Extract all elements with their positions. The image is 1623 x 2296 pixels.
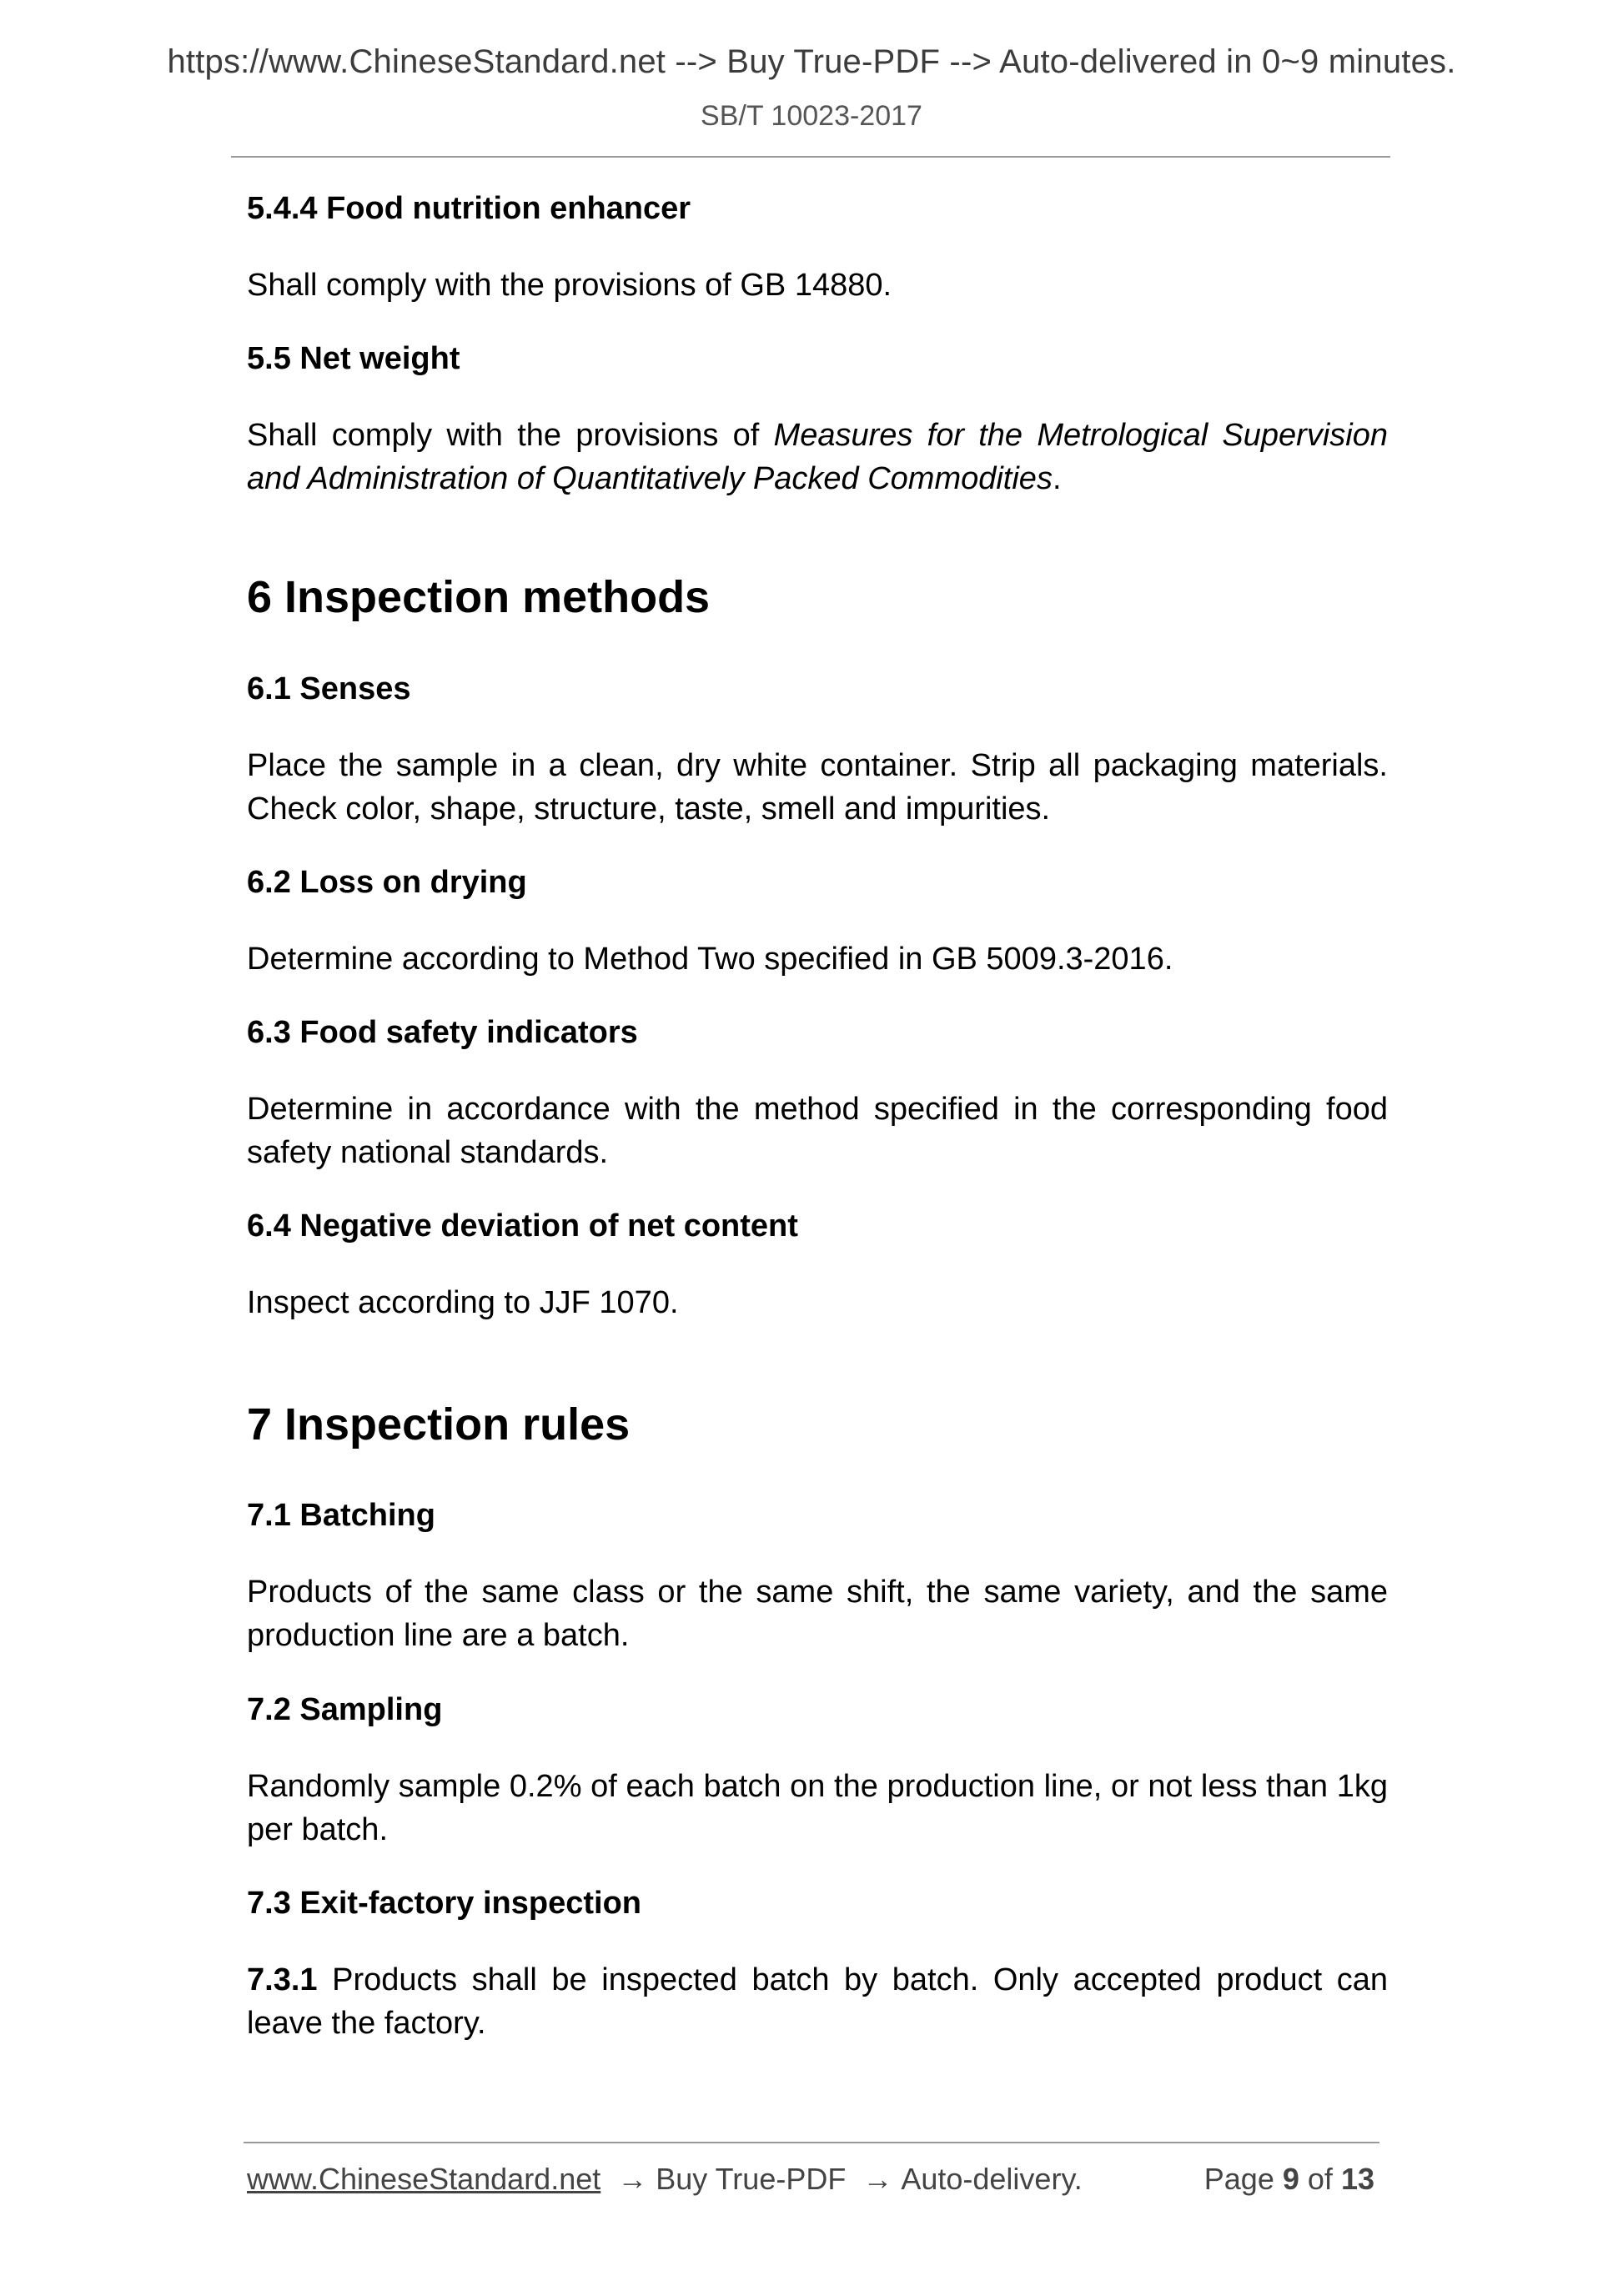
- document-code: SB/T 10023-2017: [701, 100, 922, 132]
- section-7-1-text: Products of the same class or the same shift, the same variety, and the same production line are a batch.: [247, 1575, 1388, 1653]
- page-indicator: [1204, 2162, 1374, 2197]
- section-7-3-title: 7.3 Exit-factory inspection: [247, 1886, 642, 1921]
- page-total: 13: [1340, 2162, 1374, 2196]
- section-5-5-title: 5.5 Net weight: [247, 341, 460, 376]
- arrow-right-icon: →: [617, 2162, 648, 2196]
- section-6-title: 6 Inspection methods: [247, 572, 711, 622]
- footer-buy-text: Buy True-PDF: [656, 2162, 847, 2196]
- page-footer: [247, 2162, 1381, 2197]
- header-url-line: https://www.ChineseStandard.net --> Buy True-PDF --> Auto-delivered in 0~9 minutes.: [167, 43, 1456, 80]
- section-7-1-title: 7.1 Batching: [247, 1498, 435, 1533]
- section-7-2-title: 7.2 Sampling: [247, 1692, 443, 1727]
- section-6-1-text: Place the sample in a clean, dry white container. Strip all packaging materials. Check color, shape, structure, taste, smell and impurities.: [247, 748, 1388, 826]
- section-6-3-text: Determine in accordance with the method specified in the corresponding food safety national standards.: [247, 1092, 1388, 1170]
- section-5-5-text-end: .: [1052, 461, 1062, 496]
- section-7-title: 7 Inspection rules: [247, 1399, 631, 1449]
- arrow-right-icon: →: [862, 2162, 893, 2196]
- page-number: 9: [1282, 2162, 1299, 2196]
- section-7-3-1-number: 7.3.1: [247, 1962, 318, 1997]
- section-7-2-text: Randomly sample 0.2% of each batch on the production line, or not less than 1kg per batch.: [247, 1769, 1388, 1847]
- header-divider: [231, 156, 1390, 158]
- section-6-4-title: 6.4 Negative deviation of net content: [247, 1208, 798, 1243]
- footer-site-link[interactable]: www.ChineseStandard.net: [247, 2162, 601, 2196]
- footer-divider: [244, 2142, 1379, 2143]
- section-6-3-title: 6.3 Food safety indicators: [247, 1015, 638, 1050]
- section-7-3-1-text: [247, 1958, 1388, 2045]
- page-word: Page: [1203, 2162, 1274, 2196]
- section-5-5-text-lead: Shall comply with the provisions of: [247, 418, 774, 453]
- section-6-1-title: 6.1 Senses: [247, 671, 411, 706]
- of-word: of: [1307, 2162, 1333, 2196]
- footer-auto-text: Auto-delivery.: [901, 2162, 1083, 2196]
- section-5-4-4-title: 5.4.4 Food nutrition enhancer: [247, 191, 691, 226]
- section-6-4-text: Inspect according to JJF 1070.: [247, 1285, 679, 1320]
- section-6-2-title: 6.2 Loss on drying: [247, 865, 527, 900]
- section-5-5-text: [247, 414, 1388, 500]
- section-6-2-text: Determine according to Method Two specified in GB 5009.3-2016.: [247, 942, 1173, 977]
- section-7-3-1-body: Products shall be inspected batch by batch. Only accepted product can leave the factory.: [247, 1962, 1388, 2041]
- section-5-5-text-title: Measures for the Metrological Supervision and Administration of Quantitatively Packed Commodities: [247, 418, 1388, 496]
- section-5-4-4-text: Shall comply with the provisions of GB 14880.: [247, 268, 892, 303]
